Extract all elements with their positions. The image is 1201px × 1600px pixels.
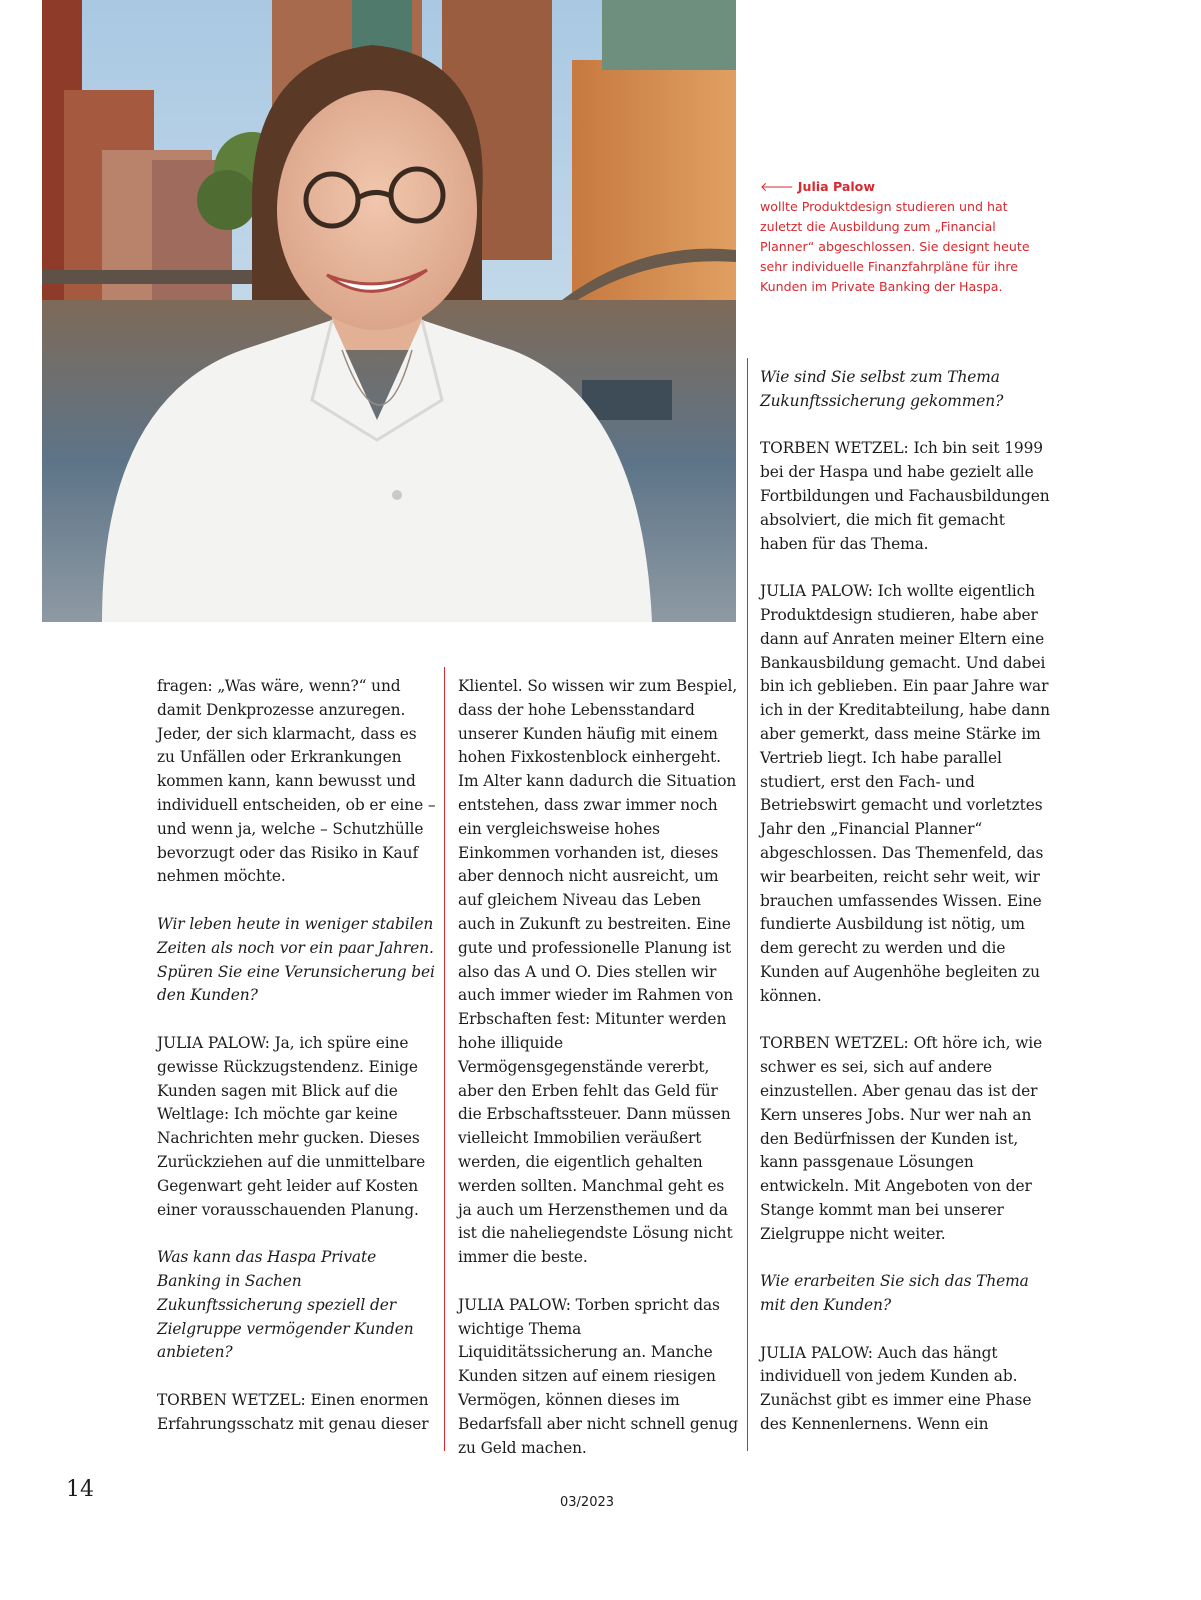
portrait-photo [42, 0, 736, 622]
issue-date: 03/2023 [560, 1495, 615, 1510]
caption-text: wollte Produktdesign studieren und hat zuletzt die Ausbildung zum „Financial Planner“ abgeschlossen. Sie designt heute sehr individuelle Finanzfahrpläne für ihre Kunden im Private Banking der Haspa. [760, 199, 1030, 294]
paragraph-text: Oft höre ich, wie schwer es sei, sich auf andere einzustellen. Aber genau das ist der Kern unseres Jobs. Nur wer nah an den Bedürfnissen der Kunden ist, kann passgenaue Lösungen entwickeln. Mit Angeboten von der Stange kommt man bei unserer Zielgruppe nicht weiter. [760, 1034, 1043, 1243]
interview-question: Wir leben heute in weniger stabilen Zeiten als noch vor ein paar Jahren. Spüren Sie eine Verunsicherung bei den Kunden? [157, 914, 435, 1005]
interview-paragraph [760, 437, 1050, 556]
interview-paragraph [458, 1294, 740, 1461]
paragraph-text: Ja, ich spüre eine gewisse Rückzugstendenz. Einige Kunden sagen mit Blick auf die Weltlage: Ich möchte gar keine Nachrichten mehr gucken. Dieses Zurückziehen auf die unmittelbare Gegenwart geht leider auf Kosten einer vorausschauenden Planung. [157, 1033, 426, 1219]
article-column-3 [760, 366, 1050, 1461]
paragraph-text: Einen enormen Erfahrungsschatz mit genau dieser [157, 1390, 429, 1433]
article-column-1 [157, 675, 439, 1460]
interview-paragraph [157, 1389, 439, 1437]
speaker-label: TORBEN WETZEL: [760, 439, 909, 458]
interview-paragraph [458, 675, 740, 1270]
portrait-illustration [42, 0, 736, 622]
column-divider [444, 667, 445, 1451]
interview-question: Was kann das Haspa Private Banking in Sachen Zukunftssicherung speziell der Zielgruppe vermögender Kunden anbieten? [157, 1248, 414, 1362]
page-number: 14 [66, 1477, 94, 1502]
paragraph-text: Auch das hängt individuell von jedem Kunden ab. Zunächst gibt es immer eine Phase des Kennenlernens. Wenn ein [760, 1343, 1032, 1434]
interview-question: Wie sind Sie selbst zum Thema Zukunftssicherung gekommen? [760, 368, 1004, 410]
paragraph-text: Klientel. So wissen wir zum Bespiel, dass der hohe Lebensstandard unserer Kunden häufig mit einem hohen Fixkostenblock einhergeht. Im Alter kann dadurch die Situation entstehen, dass zwar immer noch ein vergleichsweise hohes Einkommen vorhanden ist, dieses aber dennoch nicht ausreicht, um auf gleichem Niveau das Leben auch in Zukunft zu bestreiten. Eine gute und professionelle Planung ist also das A und O. Dies stellen wir auch immer wieder im Rahmen von Erbschaften fest: Mitunter werden hohe illiquide Vermögensgegenstände vererbt, aber den Erben fehlt das Geld für die Erbschaftssteuer. Dann müssen vielleicht Immobilien veräußert werden, die eigentlich gehalten werden sollten. Manchmal geht es ja auch um Herzensthemen und da ist die naheliegendste Lösung nicht immer die beste. [458, 677, 738, 1267]
arrow-left-icon: 🡐 [760, 179, 794, 194]
speaker-label: JULIA PALOW: [157, 1033, 270, 1052]
interview-question: Wie erarbeiten Sie sich das Thema mit den Kunden? [760, 1272, 1029, 1315]
speaker-label: TORBEN WETZEL: [157, 1390, 306, 1409]
speaker-label: JULIA PALOW: [760, 1343, 873, 1362]
interview-paragraph [157, 675, 439, 889]
paragraph-text: Torben spricht das wichtige Thema Liquiditätssicherung an. Manche Kunden sitzen auf einem riesigen Vermögen, können dieses im Bedarfsfall aber nicht schnell genug zu Geld machen. [458, 1295, 739, 1457]
paragraph-text: fragen: „Was wäre, wenn?“ und damit Denkprozesse anzuregen. Jeder, der sich klarmacht, dass es zu Unfällen oder Erkrankungen kommen kann, kann bewusst und individuell entscheiden, ob er eine – und wenn ja, welche – Schutzhülle bevorzugt oder das Risiko in Kauf nehmen möchte. [157, 677, 436, 886]
interview-paragraph [760, 1342, 1050, 1437]
paragraph-text: Ich wollte eigentlich Produktdesign studieren, habe aber dann auf Anraten meiner Eltern eine Bankausbildung gemacht. Und dabei bin ich geblieben. Ein paar Jahre war ich in der Kreditabteilung, habe dann aber gemerkt, dass meine Stärke im Vertrieb liegt. Ich habe parallel studiert, erst den Fach- und Betriebswirt gemacht und vorletztes Jahr den „Financial Planner“ abgeschlossen. Das Themenfeld, das wir bearbeiten, reicht sehr weit, wir brauchen umfassendes Wissen. Eine fundierte Ausbildung ist nötig, um dem gerecht zu werden und die Kunden auf Augenhöhe begleiten zu können. [760, 582, 1050, 1005]
caption-name: Julia Palow [797, 179, 875, 194]
interview-paragraph [760, 580, 1050, 1008]
column-divider [747, 358, 748, 1451]
photo-caption [760, 177, 1050, 297]
article-column-2 [458, 675, 740, 1484]
speaker-label: JULIA PALOW: [458, 1295, 571, 1314]
interview-paragraph [760, 1032, 1050, 1246]
caption-heading [760, 177, 1050, 197]
speaker-label: TORBEN WETZEL: [760, 1034, 909, 1053]
speaker-label: JULIA PALOW: [760, 582, 873, 601]
paragraph-text: Ich bin seit 1999 bei der Haspa und habe gezielt alle Fortbildungen und Fachausbildungen absolviert, die mich fit gemacht haben für das Thema. [760, 439, 1050, 553]
interview-paragraph [157, 1032, 439, 1222]
